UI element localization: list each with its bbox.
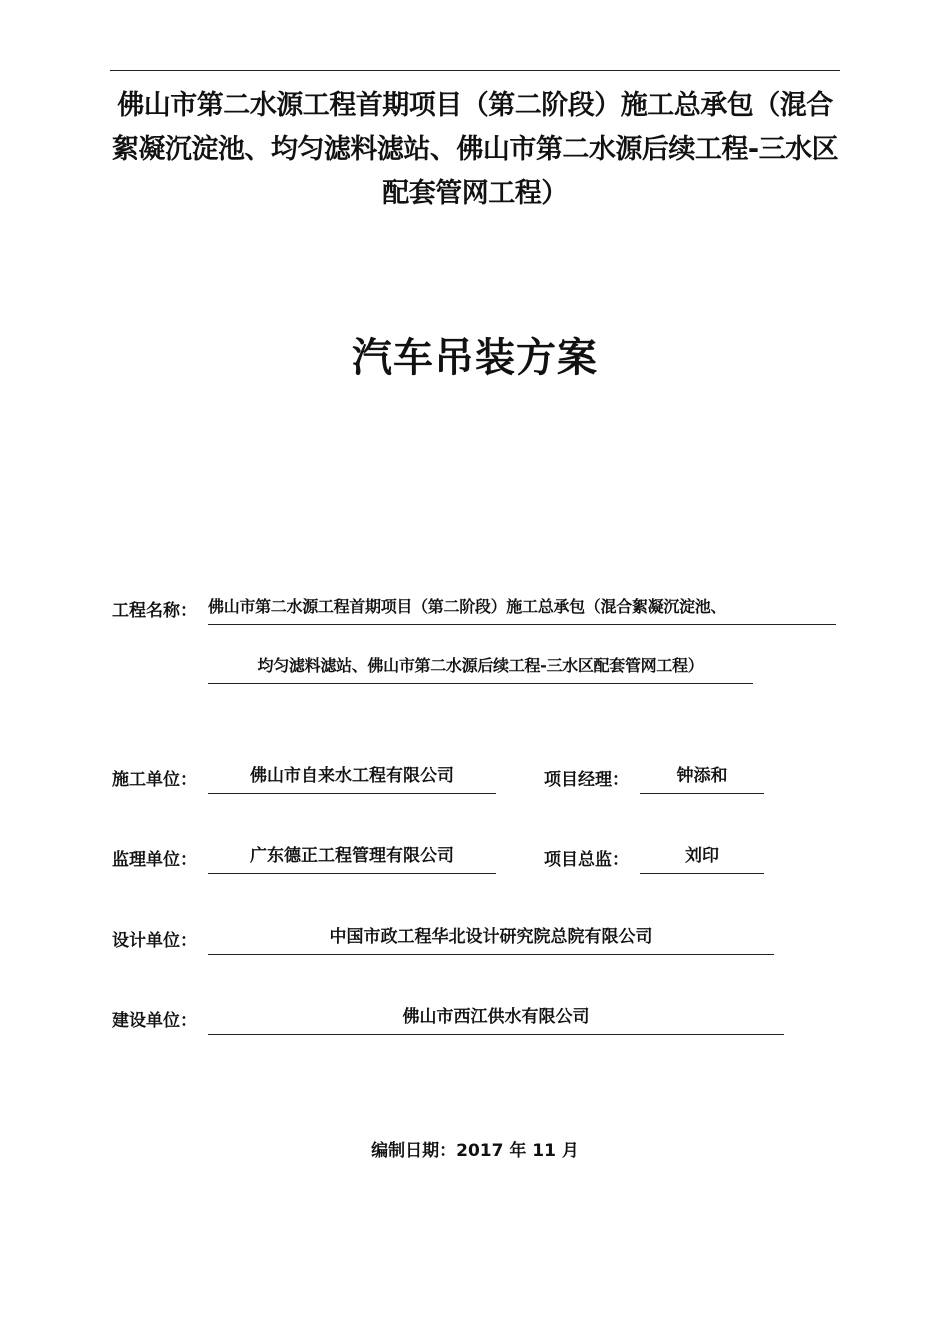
chief-supervisor-label: 项目总监： <box>544 850 629 870</box>
project-manager-value: 钟添和 <box>640 765 764 794</box>
main-title: 佛山市第二水源工程首期项目（第二阶段）施工总承包（混合絮凝沉淀池、均匀滤料滤站、佛山市第二水源后续工程-三水区配套管网工程） <box>111 90 839 209</box>
construction-unit-value: 佛山市自来水工程有限公司 <box>208 765 496 794</box>
supervision-unit-value: 广东德正工程管理有限公司 <box>208 845 496 874</box>
compile-date: 编制日期：2017 年 11 月 <box>371 1141 579 1161</box>
design-unit-label: 设计单位： <box>112 931 197 951</box>
construction-unit-label: 施工单位： <box>112 770 197 790</box>
chief-supervisor-value: 刘印 <box>640 845 764 874</box>
project-name-label: 工程名称： <box>112 601 197 621</box>
document-title: 汽车吊装方案 <box>352 335 598 381</box>
project-manager-label: 项目经理： <box>544 770 629 790</box>
project-name-line1: 佛山市第二水源工程首期项目（第二阶段）施工总承包（混合絮凝沉淀池、 <box>208 596 836 625</box>
owner-unit-label: 建设单位： <box>112 1011 197 1031</box>
owner-unit-value: 佛山市西江供水有限公司 <box>208 1006 784 1035</box>
top-rule <box>110 70 840 71</box>
supervision-unit-label: 监理单位： <box>112 850 197 870</box>
design-unit-value: 中国市政工程华北设计研究院总院有限公司 <box>208 926 774 955</box>
project-name-line2: 均匀滤料滤站、佛山市第二水源后续工程-三水区配套管网工程） <box>208 655 753 684</box>
